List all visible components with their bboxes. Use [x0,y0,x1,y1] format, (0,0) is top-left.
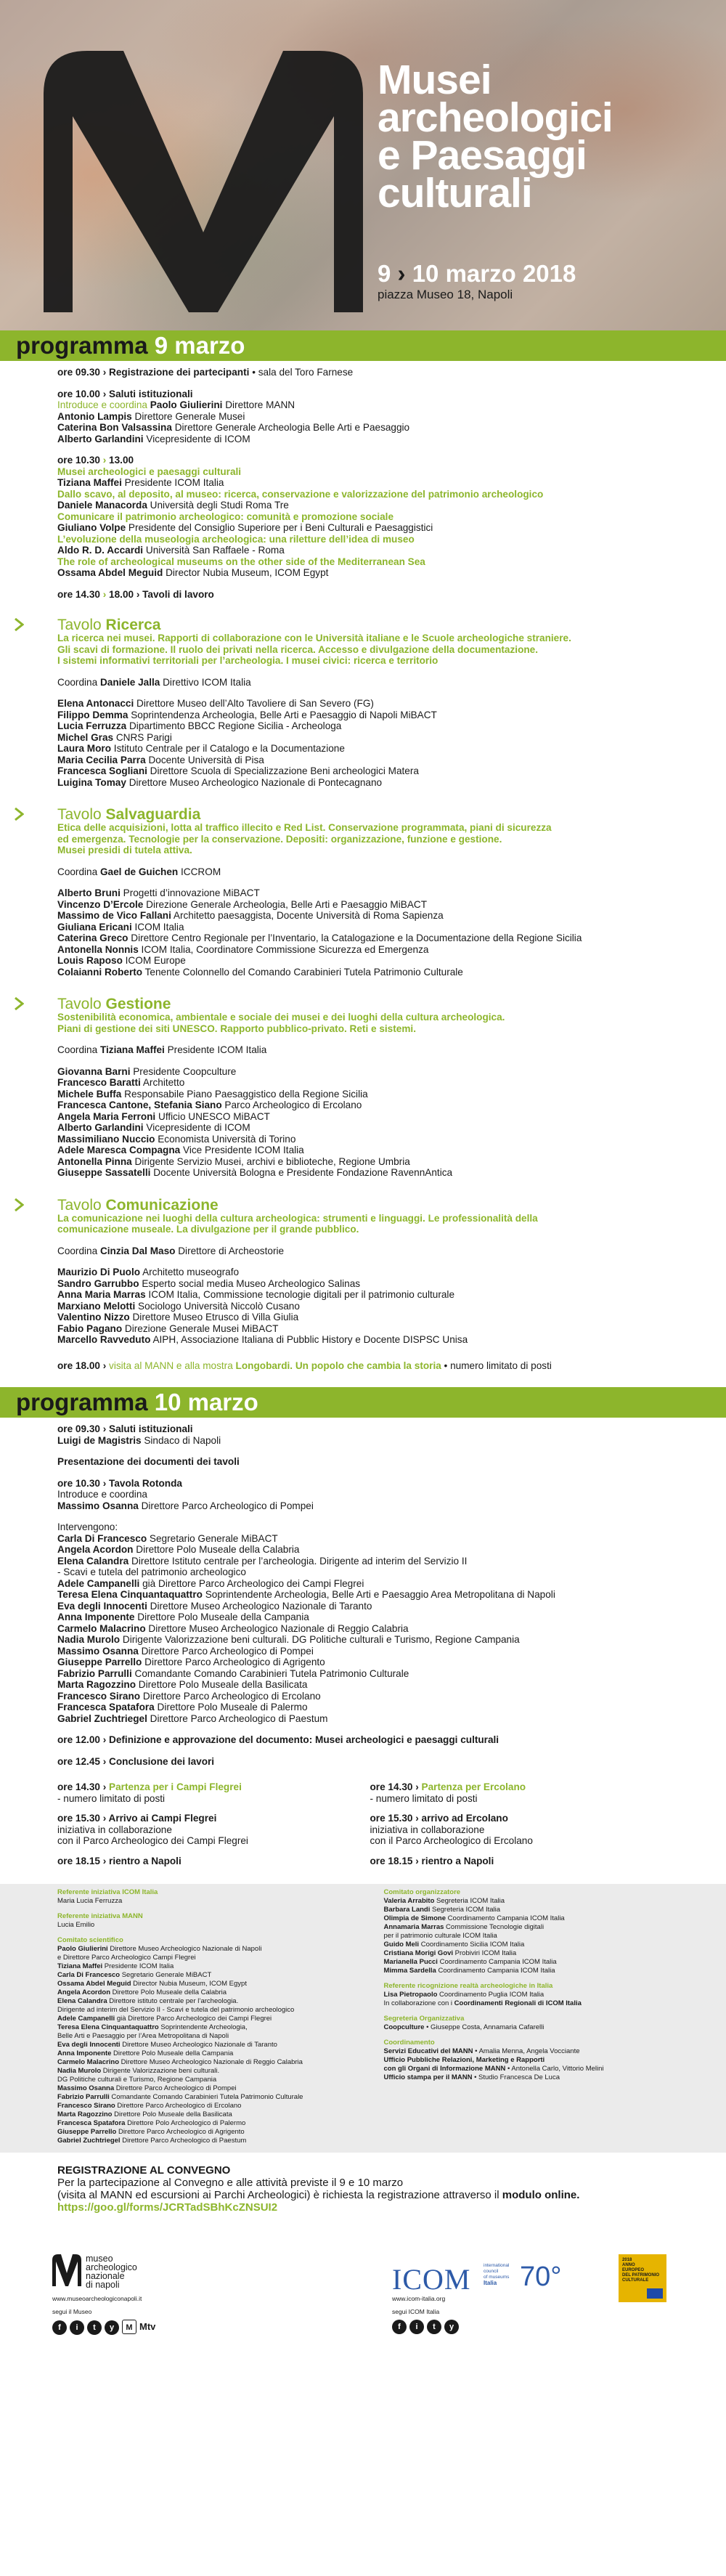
spacer [57,1724,682,1734]
work-table-description: Gli scavi di formazione. Il ruolo dei privati nella ricerca. Accesso e divulgazione della documentazione. [57,643,539,655]
credits-line: Coopculture • Giuseppe Costa, Annamaria Cafarelli [383,2023,544,2031]
schedule-line: The role of archeological museums on the other side of the Mediterranean Sea [57,556,425,567]
excursion-line: ore 15.30 › arrivo ad Ercolano [370,1813,508,1824]
work-table-title: Tavolo Ricerca [57,617,161,633]
participant: Marxiano Melotti Sociologo Università Niccolò Cusano [57,1300,300,1312]
work-table-title: Tavolo Gestione [57,996,171,1012]
participant: Maurizio Di Puolo Architetto museografo [57,1267,240,1277]
excursion-line: iniziativa in collaborazione [57,1824,172,1835]
spacer [57,856,682,866]
credits-line: Olimpia de Simone Coordinamento Campania ICOM Italia [383,1914,565,1922]
instagram-icon[interactable]: i [70,2320,84,2335]
excursion-line: ore 14.30 › Partenza per Ercolano [370,1781,526,1792]
credits-line: Paolo Giulierini Direttore Museo Archeologico Nazionale di Napoli [57,1945,262,1953]
mann-logo-small-icon[interactable]: M [122,2320,136,2334]
schedule-line: Comunicare il patrimonio archeologico: comunità e promozione sociale [57,511,394,522]
schedule-line: ore 10.30 › 13.00 [57,455,134,466]
footer [0,2214,726,2381]
icom-logo-text: ICOM [392,2263,471,2296]
excursions [0,1767,726,1884]
participant: Laura Moro Istituto Centrale per il Catalogo e la Documentazione [57,743,345,754]
credits-heading: Comitato organizzatore [383,1888,461,1896]
participant: Alberto Garlandini Vicepresidente di ICOM [57,1122,250,1133]
mann-follow-label: segui il Museo [52,2308,92,2315]
registration-title: REGISTRAZIONE AL CONVEGNO [57,2164,231,2177]
eu-flag-icon [647,2288,663,2299]
credits-line: Francesca Spatafora Direttore Polo Archeologico di Palermo [57,2119,246,2127]
credits-line: Nadia Murolo Dirigente Valorizzazione beni culturali. [57,2067,220,2075]
excursion-line: con il Parco Archeologico dei Campi Flegrei [57,1835,248,1846]
participant: Francesca Sogliani Direttore Scuola di Specializzazione Beni archeologici Matera [57,765,419,776]
participant: Fabio Pagano Direzione Generale Musei MiBACT [57,1322,279,1334]
excursion-line: - numero limitato di posti [57,1792,166,1804]
instagram-icon[interactable]: i [409,2320,424,2334]
work-table-ricerca [57,617,682,788]
excursion-line [57,1804,370,1813]
credits-line: Lisa Pietropaolo Coordinamento Puglia ICOM Italia [383,1991,544,1999]
credits-line: Gabriel Zuchtriegel Direttore Parco Archeologico di Paestum [57,2137,247,2145]
schedule-line: Alberto Garlandini Vicepresidente di ICOM [57,433,250,444]
schedule-line: Elena Calandra Direttore Istituto centrale per l’archeologia. Dirigente ad interim del Servizio II [57,1555,468,1567]
schedule-line: Giuliano Volpe Presidente del Consiglio Superiore per i Beni Culturali e Paesaggistici [57,522,433,533]
schedule-line: Massimo Osanna Direttore Parco Archeologico di Pompei [57,1645,314,1657]
work-table-description: Etica delle acquisizioni, lotta al traffico illecito e Red List. Conservazione programmata, piani di sicurezza [57,822,552,833]
participant: Francesca Cantone, Stefania Siano Parco Archeologico di Ercolano [57,1100,362,1110]
spacer [57,667,682,677]
credits-line: con gli Organi di Informazione MANN • Antonella Carlo, Vittorio Melini [383,2065,604,2073]
spacer [57,1235,682,1246]
work-table-description: Musei presidi di tutela attiva. [57,845,192,856]
schedule-line: Ossama Abdel Meguid Director Nubia Museum, ICOM Egypt [57,567,329,578]
participant: Filippo Demma Soprintendenza Archeologia, Belle Arti e Paesaggio di Napoli MiBACT [57,709,437,720]
schedule-line: Marta Ragozzino Direttore Polo Museale della Basilicata [57,1679,308,1690]
schedule-line: ore 14.30 › 18.00 › Tavoli di lavoro [57,588,214,600]
spacer [57,1034,682,1044]
spacer [57,1746,682,1756]
registration-link[interactable]: https://goo.gl/forms/JCRTadSBhKcZNSUI2 [57,2201,278,2214]
work-table-comunicazione [57,1198,682,1346]
schedule-line: Eva degli Innocenti Direttore Museo Archeologico Nazionale di Taranto [57,1600,372,1612]
schedule-line: Musei archeologici e paesaggi culturali [57,466,242,477]
credits-line: Eva degli Innocenti Direttore Museo Archeologico Nazionale di Taranto [57,2041,277,2049]
participant: Luigina Tomay Direttore Museo Archeologico Nazionale di Pontecagnano [57,776,383,788]
day2-schedule [0,1418,726,1767]
excursion-column [57,1781,370,1866]
credits-line: Angela Acordon Direttore Polo Museale della Calabria [57,1988,227,1996]
registration-text-2: (visita al MANN ed escursioni ai Parchi Archeologici) è richiesta la registrazione attraverso il modulo online. [57,2189,580,2201]
schedule-line: Antonio Lampis Direttore Generale Musei [57,410,245,422]
schedule-line: Caterina Bon Valsassina Direttore Generale Archeologia Belle Arti e Paesaggio [57,422,410,433]
excursion-line [57,1847,370,1856]
schedule-line: Francesca Spatafora Direttore Polo Museale di Palermo [57,1702,308,1712]
schedule-line: Carla Di Francesco Segretario Generale MiBACT [57,1532,278,1544]
participant: Massimo de Vico Fallani Architetto paesaggista, Docente Università di Roma Sapienza [57,910,444,921]
participant: Antonella Pinna Dirigente Servizio Musei, archivi e biblioteche, Regione Umbria [57,1155,410,1167]
event-place: piazza Museo 18, Napoli [378,288,513,301]
excursion-column [370,1781,683,1866]
schedule-line: ore 09.30 › Registrazione dei partecipanti • sala del Toro Farnese [57,367,354,378]
participant: Lucia Ferruzza Dipartimento BBCC Regione Sicilia - Archeologa [57,720,342,731]
credits-line: DG Politiche culturali e Turismo, Regione Campania [57,2076,217,2084]
participant: Adele Maresca Compagna Vice Presidente ICOM Italia [57,1145,304,1155]
spacer [57,378,682,389]
credits-line: Belle Arti e Paesaggio per l’Area Metropolitana di Napoli [57,2032,229,2040]
excursion-line: con il Parco Archeologico di Ercolano [370,1835,533,1846]
event-dates: 9 › 10 marzo 2018 [378,260,576,287]
participant: Alberto Bruni Progetti d’innovazione MiBACT [57,887,260,898]
schedule-line: Luigi de Magistris Sindaco di Napoli [57,1434,221,1446]
excursion-line: ore 18.15 › rientro a Napoli [370,1855,494,1866]
spacer [57,444,682,455]
work-table-gestione [57,996,682,1179]
schedule-line: Nadia Murolo Dirigente Valorizzazione beni culturali. DG Politiche culturali e Turismo, Regione Campania [57,1634,520,1645]
credits-line: Servizi Educativi del MANN • Amalia Menna, Angela Vocciante [383,2047,580,2055]
facebook-icon[interactable]: f [392,2320,407,2334]
chevron-right-icon [14,1198,24,1211]
credits-line: Dirigente ad interim del Servizio II - Scavi e tutela del patrimonio archeologico [57,2006,295,2014]
participant: Vincenzo D’Ercole Direzione Generale Archeologia, Belle Arti e Paesaggio MiBACT [57,898,428,910]
credits-heading: Referente iniziativa ICOM Italia [57,1888,158,1896]
credits-line: Elena Calandra Direttore istituto centrale per l’archeologia. [57,1997,239,2005]
schedule-line: ore 12.00 › Definizione e approvazione del documento: Musei archeologici e paesaggi culturali [57,1734,499,1745]
work-table-coordinator: Coordina Gael de Guichen ICCROM [57,866,221,877]
spacer [57,1468,682,1478]
credits-line: Cristiana Morigi Govi Probiviri ICOM Italia [383,1949,517,1957]
participant: Francesco Baratti Architetto [57,1077,185,1088]
schedule-line: Angela Acordon Direttore Polo Museale della Calabria [57,1544,300,1555]
day1-header: programma 9 marzo [0,330,726,361]
credits-heading: Referente ricognizione realtà archeologiche in Italia [383,1982,553,1990]
credits-heading: Comitato scientifico [57,1936,123,1944]
work-tables [0,600,726,1346]
participant: Maria Cecilia Parra Docente Università di Pisa [57,754,264,765]
credits-heading: Coordinamento [383,2039,435,2047]
credits-line: Carmelo Malacrino Direttore Museo Archeologico Nazionale di Reggio Calabria [57,2058,303,2066]
schedule-line: - Scavi e tutela del patrimonio archeologico [57,1567,246,1577]
credits-column [57,1888,384,2145]
credits-line: Marta Ragozzino Direttore Polo Museale della Basilicata [57,2110,232,2118]
day2-header: programma 10 marzo [0,1387,726,1418]
icom-70-badge: 70° [520,2262,562,2292]
credits-heading: Referente iniziativa MANN [57,1912,143,1920]
participant: Antonella Nonnis ICOM Italia, Coordinatore Commissione Sicurezza ed Emergenza [57,943,429,955]
participant: Giovanna Barni Presidente Coopculture [57,1065,237,1077]
participant: Giuliana Ericani ICOM Italia [57,921,184,933]
registration [0,2153,726,2214]
chevron-right-icon [14,808,24,821]
schedule-line: L’evoluzione della museologia archeologica: una riletture dell’idea di museo [57,533,415,545]
participant: Michele Buffa Responsabile Piano Paesaggistico della Regione Sicilia [57,1088,368,1100]
excursion-line: ore 18.15 › rientro a Napoli [57,1855,182,1866]
excursion-line: ore 15.30 › Arrivo ai Campi Flegrei [57,1813,217,1824]
spacer [57,688,682,698]
schedule-line: Introduce e coordina Paolo Giulierini Direttore MANN [57,399,295,410]
credits-line: Anna Imponente Direttore Polo Museale della Campania [57,2049,234,2057]
credits-line: Massimo Osanna Direttore Parco Archeologico di Pompei [57,2084,237,2092]
credits-panel [0,1884,726,2153]
credits-line: Maria Lucia Ferruzza [57,1897,123,1905]
mann-logo-text: museo archeologico nazionale di napoli [86,2254,137,2290]
credits-line: Lucia Emilio [57,1921,95,1929]
participant: Angela Maria Ferroni Ufficio UNESCO MiBACT [57,1110,270,1122]
excursion-line [370,1804,683,1813]
schedule-line: ore 12.45 › Conclusione dei lavori [57,1755,215,1767]
schedule-line: Anna Imponente Direttore Polo Museale della Campania [57,1612,309,1622]
participant: Giuseppe Sassatelli Docente Università Bologna e Presidente Fondazione RavennAntica [57,1167,453,1178]
schedule-line: Aldo R. D. Accardi Università San Raffaele - Roma [57,545,285,556]
spacer [57,1511,682,1521]
schedule-line: Carmelo Malacrino Direttore Museo Archeologico Nazionale di Reggio Calabria [57,1622,409,1634]
credits-line: Barbara Landi Segreteria ICOM Italia [383,1906,501,1914]
credits-line: In collaborazione con i Coordinamenti Regionali di ICOM Italia [383,1999,582,2007]
credits-line: Ufficio stampa per il MANN • Studio Francesca De Luca [383,2073,560,2081]
credits-line: Ossama Abdel Meguid Director Nubia Museum, ICOM Egypt [57,1980,247,1988]
participant: Valentino Nizzo Direttore Museo Etrusco di Villa Giulia [57,1312,299,1322]
spacer [57,1056,682,1066]
credits-line: Ufficio Pubbliche Relazioni, Marketing e Rapporti [383,2056,545,2064]
schedule-line: ore 10.00 › Saluti istituzionali [57,388,193,399]
work-table-coordinator: Coordina Cinzia Dal Maso Direttore di Archeostorie [57,1245,285,1256]
day1-closing: ore 18.00 › visita al MANN e alla mostra Longobardi. Un popolo che cambia la storia • numero limitato di posti [57,1360,552,1371]
schedule-line: Tiziana Maffei Presidente ICOM Italia [57,477,224,488]
credits-line: Annamaria Marras Commissione Tecnologie digitali [383,1923,544,1931]
work-table-title: Tavolo Comunicazione [57,1196,219,1214]
credits-heading: Segreteria Organizzativa [383,2015,465,2023]
facebook-icon[interactable]: f [52,2320,67,2335]
credits-line: Mimma Sardella Coordinamento Campania ICOM Italia [383,1967,555,1975]
work-table-description: comunicazione museale. La divulgazione per il grande pubblico. [57,1224,359,1235]
credits-line: Tiziana Maffei Presidente ICOM Italia [57,1962,174,1970]
credits-line: Giuseppe Parrello Direttore Parco Archeologico di Agrigento [57,2128,245,2136]
work-table-coordinator: Coordina Daniele Jalla Direttivo ICOM Italia [57,676,251,688]
credits-line: Guido Meli Coordinamento Sicilia ICOM Italia [383,1941,525,1949]
schedule-line: Teresa Elena Cinquantaquattro Soprintendente Archeologia, Belle Arti e Paesaggio Area Metropolitana di Napoli [57,1589,555,1600]
icom-subtitle: international council of museums Italia [484,2263,510,2286]
credits-line: per il patrimonio culturale ICOM Italia [383,1932,497,1940]
work-table-coordinator: Coordina Tiziana Maffei Presidente ICOM Italia [57,1044,267,1055]
schedule-line: Dallo scavo, al deposito, al museo: ricerca, conservazione e valorizzazione del patrimonio archeologico [57,488,544,500]
mann-logo-mark [44,51,363,312]
spacer [57,1256,682,1267]
participant: Massimiliano Nuccio Economista Università di Torino [57,1133,296,1145]
participant: Anna Maria Marras ICOM Italia, Commissione tecnologie digitali per il patrimonio culturale [57,1289,455,1300]
credits-column [384,1888,711,2145]
hero-title: Musei archeologici e Paesaggi culturali [378,57,613,216]
icom-url[interactable]: www.icom-italia.org [392,2295,446,2302]
youtube-icon[interactable]: y [105,2320,119,2335]
icom-follow-label: segui ICOM Italia [392,2308,440,2315]
participant: Marcello Ravveduto AIPH, Associazione Italiana di Pubblic History e Docente DISPSC Unisa [57,1334,468,1345]
schedule-line: ore 10.30 › Tavola Rotonda [57,1477,182,1489]
schedule-line: Massimo Osanna Direttore Parco Archeologico di Pompei [57,1500,314,1511]
credits-line: Carla Di Francesco Segretario Generale MiBACT [57,1971,212,1979]
excursion-line: iniziativa in collaborazione [370,1824,485,1835]
mann-social [52,2320,155,2335]
schedule-line: Gabriel Zuchtriegel Direttore Parco Archeologico di Paestum [57,1712,328,1724]
spacer [57,579,682,589]
day1-schedule [0,361,726,600]
participant: Caterina Greco Direttore Centro Regionale per l’Inventario, la Catalogazione e la Documentazione della Regione Sicilia [57,933,582,943]
spacer [57,877,682,887]
chevron-right-icon [14,997,24,1010]
excursion-line: - numero limitato di posti [370,1792,478,1804]
participant: Sandro Garrubbo Esperto social media Museo Archeologico Salinas [57,1277,361,1289]
work-table-description: La comunicazione nei luoghi della cultura archeologica: strumenti e linguaggi. Le professionalità della [57,1212,538,1224]
credits-line: Adele Campanelli già Direttore Parco Archeologico dei Campi Flegrei [57,2015,272,2023]
credits-line: e Direttore Parco Archeologico Campi Flegrei [57,1954,196,1962]
work-table-salvaguardia [57,807,682,978]
work-table-description: ed emergenza. Tecnologie per la conservazione. Depositi: organizzazione, funzione e gestione. [57,833,502,845]
schedule-line: Francesco Sirano Direttore Parco Archeologico di Ercolano [57,1690,321,1702]
participant: Colaianni Roberto Tenente Colonnello del Comando Carabinieri Tutela Patrimonio Culturale [57,966,463,978]
twitter-icon[interactable]: t [427,2320,441,2334]
credits-line: Marianella Pucci Coordinamento Campania ICOM Italia [383,1958,557,1966]
credits-line: Francesco Sirano Direttore Parco Archeologico di Ercolano [57,2102,242,2110]
schedule-line: Giuseppe Parrello Direttore Parco Archeologico di Agrigento [57,1657,325,1667]
registration-text-1: Per la partecipazione al Convegno e alle attività previste il 9 e 10 marzo [57,2177,404,2189]
schedule-line: Daniele Manacorda Università degli Studi Roma Tre [57,500,289,511]
participant: Elena Antonacci Direttore Museo dell’Alto Tavoliere di San Severo (FG) [57,698,374,709]
icom-social [392,2320,462,2334]
twitter-icon[interactable]: t [87,2320,102,2335]
spacer [57,1446,682,1456]
schedule-line: Introduce e coordina [57,1489,147,1500]
work-table-description: La ricerca nei musei. Rapporti di collaborazione con le Università italiane e le Scuole archeologiche straniere. [57,633,571,643]
credits-line: Teresa Elena Cinquantaquattro Soprintendente Archeologia, [57,2023,248,2031]
participant: Michel Gras CNRS Parigi [57,731,172,743]
credits-line: Valeria Arrabito Segreteria ICOM Italia [383,1897,505,1905]
participant: Louis Raposo ICOM Europe [57,955,186,966]
schedule-line: Fabrizio Parrulli Comandante Comando Carabinieri Tutela Patrimonio Culturale [57,1667,409,1679]
work-table-description: Sostenibilità economica, ambientale e sociale dei musei e dei luoghi della cultura archeologica. [57,1012,505,1023]
credits-line: Fabrizio Parrulli Comandante Comando Carabinieri Tutela Patrimonio Culturale [57,2093,303,2101]
schedule-line: Presentazione dei documenti dei tavoli [57,1456,240,1467]
hero-banner [0,0,726,330]
youtube-icon[interactable]: y [444,2320,459,2334]
excursion-line [370,1847,683,1856]
mtv-icon[interactable]: Mtv [139,2321,156,2332]
work-table-description: I sistemi informativi territoriali per l’archeologia. I musei civici: ricerca e territorio [57,655,439,666]
work-table-description: Piani di gestione dei siti UNESCO. Rapporto pubblico-privato. Reti e sistemi. [57,1023,416,1034]
schedule-line: Adele Campanelli già Direttore Parco Archeologico dei Campi Flegrei [57,1577,364,1589]
mann-url[interactable]: www.museoarcheologiconapoli.it [52,2295,142,2302]
chevron-right-icon [14,618,24,631]
work-table-title: Tavolo Salvaguardia [57,806,201,823]
excursion-line: ore 14.30 › Partenza per i Campi Flegrei [57,1781,242,1792]
european-heritage-year-logo: 2018 ANNO EUROPEO DEL PATRIMONIO CULTURALE [619,2254,666,2302]
mann-logo-icon [52,2254,81,2286]
schedule-line: ore 09.30 › Saluti istituzionali [57,1423,193,1434]
schedule-line: Intervengono: [57,1521,118,1532]
